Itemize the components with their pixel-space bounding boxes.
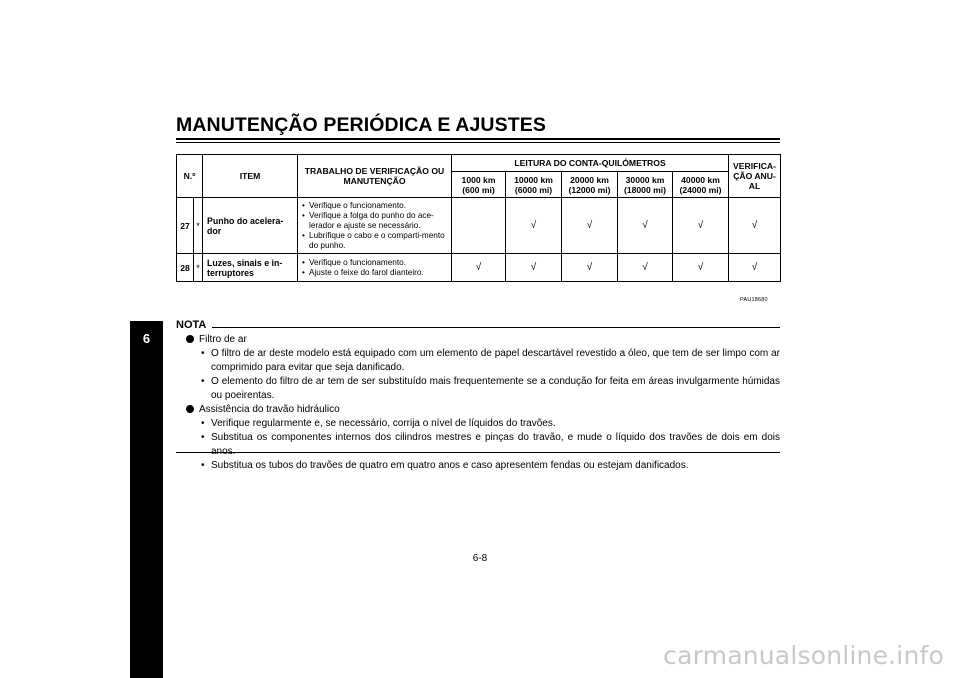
check-cell [452, 198, 506, 254]
header-num: N.º [177, 155, 203, 198]
nota-group [186, 333, 780, 403]
row-asterisk: * [194, 254, 203, 282]
title-rule-thick [176, 138, 780, 140]
header-interval: 1000 km (600 mi) [452, 172, 506, 198]
check-cell: √ [506, 254, 562, 282]
header-reading: LEITURA DO CONTA-QUILÓMETROS [452, 155, 729, 172]
check-cell: √ [452, 254, 506, 282]
nota-item: • Substitua os tubos do travões de quatro em quatro anos e caso apresentem fendas ou estejam danificados. [199, 459, 780, 473]
row-tasks [298, 198, 452, 254]
row-number: 28 [177, 254, 194, 282]
task-item: • Ajuste o feixe do farol dianteiro. [302, 268, 451, 278]
header-interval: 20000 km (12000 mi) [562, 172, 618, 198]
header-annual: VERIFICA-ÇÃO ANU-AL [729, 155, 781, 198]
check-cell: √ [562, 198, 618, 254]
header-interval: 40000 km (24000 mi) [673, 172, 729, 198]
row-asterisk: * [194, 198, 203, 254]
nota-heading: NOTA [176, 319, 207, 331]
title-rule-thin [176, 142, 780, 143]
nota-group [186, 403, 780, 473]
task-item: • Verifique a folga do punho do ace-lerador e ajuste se necessário. [302, 211, 451, 231]
table-row [177, 254, 781, 282]
task-item: • Lubrifique o cabo e o comparti-mento do punho. [302, 231, 451, 251]
nota-group-title: Assistência do travão hidráulico [199, 404, 340, 415]
check-cell: √ [673, 198, 729, 254]
row-item: Punho do acelera-dor [203, 198, 298, 254]
nota-item: • O elemento do filtro de ar tem de ser substituído mais frequentemente se a condução for feita em áreas invulgarmente húmidas ou poeirentas. [199, 375, 780, 403]
header-item: ITEM [203, 155, 298, 198]
nota-bottom-rule [176, 452, 780, 453]
nota-group-title: Filtro de ar [199, 334, 247, 345]
task-item: • Verifique o funcionamento. [302, 258, 451, 268]
page-title: MANUTENÇÃO PERIÓDICA E AJUSTES [176, 114, 546, 136]
check-cell: √ [729, 254, 781, 282]
watermark: carmanualsonline.info [663, 641, 944, 670]
chapter-tab [130, 321, 163, 678]
bullet-dot-icon [186, 405, 194, 413]
check-cell: √ [618, 254, 673, 282]
check-cell: √ [506, 198, 562, 254]
header-interval: 10000 km (6000 mi) [506, 172, 562, 198]
chapter-number: 6 [142, 331, 151, 346]
task-item: • Verifique o funcionamento. [302, 201, 451, 211]
row-number: 27 [177, 198, 194, 254]
bullet-dot-icon [186, 335, 194, 343]
reference-code: PAU18680 [740, 297, 768, 303]
check-cell: √ [673, 254, 729, 282]
page-number: 6-8 [472, 553, 488, 564]
check-cell: √ [562, 254, 618, 282]
header-interval: 30000 km (18000 mi) [618, 172, 673, 198]
check-cell: √ [729, 198, 781, 254]
check-cell: √ [618, 198, 673, 254]
nota-rule [212, 327, 780, 328]
header-work: TRABALHO DE VERIFICAÇÃO OU MANUTENÇÃO [298, 155, 452, 198]
row-tasks [298, 254, 452, 282]
nota-item: • Substitua os componentes internos dos cilindros mestres e pinças do travão, e mude o líquido dos travões de dois em dois [199, 431, 780, 459]
nota-item: • O filtro de ar deste modelo está equipado com um elemento de papel descartável revestido a óleo, que tem de ser limpo com ar comprimido para evitar que seja danificado. [199, 347, 780, 375]
table-row [177, 198, 781, 254]
maintenance-table [176, 154, 781, 282]
row-item: Luzes, sinais e in-terruptores [203, 254, 298, 282]
nota-item: • Verifique regularmente e, se necessário, corrija o nível de líquidos do travões. [199, 417, 780, 431]
